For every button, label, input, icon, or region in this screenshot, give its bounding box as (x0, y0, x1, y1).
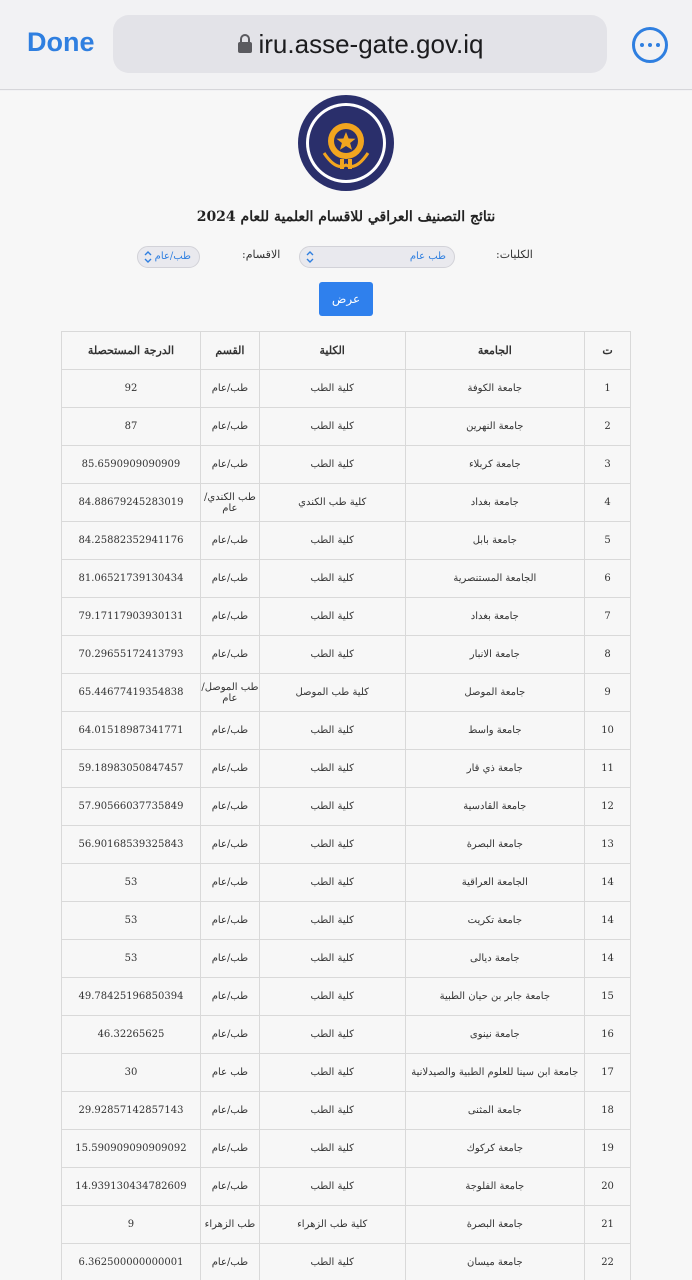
departments-select[interactable] (137, 246, 200, 268)
cell-college: كلية الطب (259, 940, 405, 978)
cell-score: 53 (62, 864, 201, 902)
cell-university: جامعة كركوك (405, 1130, 585, 1168)
cell-score: 56.90168539325843 (62, 826, 201, 864)
cell-score: 30 (62, 1054, 201, 1092)
cell-department: طب/عام (200, 370, 259, 408)
cell-university: جامعة المثنى (405, 1092, 585, 1130)
cell-score: 64.01518987341771 (62, 712, 201, 750)
table-body (62, 370, 631, 1280)
table-row (62, 408, 631, 446)
cell-university: جامعة ميسان (405, 1244, 585, 1280)
cell-college: كلية الطب (259, 1054, 405, 1092)
cell-college: كلية الطب (259, 1130, 405, 1168)
cell-university: جامعة القادسية (405, 788, 585, 826)
cell-score: 65.44677419354838 (62, 674, 201, 712)
cell-university: جامعة واسط (405, 712, 585, 750)
cell-score: 84.25882352941176 (62, 522, 201, 560)
cell-department: طب/عام (200, 978, 259, 1016)
cell-university: جامعة بغداد (405, 484, 585, 522)
pegi-ranking-logo (296, 93, 396, 193)
cell-rank: 13 (585, 826, 631, 864)
cell-score: 85.6590909090909 (62, 446, 201, 484)
cell-college: كلية الطب (259, 446, 405, 484)
cell-department: طب عام (200, 1054, 259, 1092)
table-row (62, 902, 631, 940)
table-row (62, 750, 631, 788)
cell-score: 84.88679245283019 (62, 484, 201, 522)
cell-score: 9 (62, 1206, 201, 1244)
table-row (62, 826, 631, 864)
cell-university: جامعة البصرة (405, 1206, 585, 1244)
cell-department: طب/عام (200, 1168, 259, 1206)
results-table (61, 331, 631, 1280)
cell-college: كلية الطب (259, 826, 405, 864)
cell-university: جامعة النهرين (405, 408, 585, 446)
cell-department: طب/عام (200, 750, 259, 788)
table-header-row (62, 332, 631, 370)
cell-college: كلية الطب (259, 1244, 405, 1280)
cell-department: طب الكندي/عام (200, 484, 259, 522)
departments-label: الاقسام: (242, 248, 281, 261)
cell-rank: 14 (585, 864, 631, 902)
cell-rank: 2 (585, 408, 631, 446)
cell-rank: 21 (585, 1206, 631, 1244)
cell-score: 15.590909090909092 (62, 1130, 201, 1168)
cell-university: جامعة كربلاء (405, 446, 585, 484)
table-row (62, 1054, 631, 1092)
done-button[interactable]: Done (27, 27, 95, 57)
header-rank: ت (585, 332, 631, 370)
url-text: iru.asse-gate.gov.iq (258, 28, 484, 59)
cell-college: كلية الطب (259, 408, 405, 446)
cell-university: جامعة تكريت (405, 902, 585, 940)
table-row (62, 1206, 631, 1244)
cell-university: الجامعة العراقية (405, 864, 585, 902)
cell-college: كلية طب الموصل (259, 674, 405, 712)
colleges-select-value: طب عام (409, 251, 446, 262)
cell-university: جامعة ذي قار (405, 750, 585, 788)
cell-university: جامعة نينوى (405, 1016, 585, 1054)
cell-rank: 4 (585, 484, 631, 522)
cell-rank: 9 (585, 674, 631, 712)
cell-department: طب/عام (200, 1244, 259, 1280)
cell-department: طب/عام (200, 408, 259, 446)
cell-rank: 18 (585, 1092, 631, 1130)
cell-college: كلية الطب (259, 636, 405, 674)
table-row (62, 446, 631, 484)
cell-college: كلية الطب (259, 598, 405, 636)
cell-score: 81.06521739130434 (62, 560, 201, 598)
cell-score: 70.29655172413793 (62, 636, 201, 674)
cell-university: جامعة جابر بن حيان الطبية (405, 978, 585, 1016)
table-row (62, 1130, 631, 1168)
table-row (62, 522, 631, 560)
cell-department: طب/عام (200, 636, 259, 674)
cell-score: 87 (62, 408, 201, 446)
cell-college: كلية الطب (259, 522, 405, 560)
cell-score: 49.78425196850394 (62, 978, 201, 1016)
table-row (62, 1016, 631, 1054)
chevron-updown-icon (306, 251, 314, 263)
cell-university: الجامعة المستنصرية (405, 560, 585, 598)
cell-score: 57.90566037735849 (62, 788, 201, 826)
header-department: القسم (200, 332, 259, 370)
table-row (62, 674, 631, 712)
cell-college: كلية طب الكندي (259, 484, 405, 522)
cell-college: كلية الطب (259, 864, 405, 902)
cell-university: جامعة الكوفة (405, 370, 585, 408)
table-row (62, 712, 631, 750)
lock-icon (237, 34, 253, 54)
cell-department: طب/عام (200, 560, 259, 598)
header-score: الدرجة المستحصلة (62, 332, 201, 370)
cell-college: كلية طب الزهراء (259, 1206, 405, 1244)
cell-college: كلية الطب (259, 788, 405, 826)
cell-college: كلية الطب (259, 560, 405, 598)
cell-rank: 10 (585, 712, 631, 750)
table-row (62, 598, 631, 636)
cell-department: طب/عام (200, 712, 259, 750)
cell-rank: 17 (585, 1054, 631, 1092)
header-college: الكلية (259, 332, 405, 370)
chevron-updown-icon (144, 251, 152, 263)
cell-university: جامعة بغداد (405, 598, 585, 636)
cell-score: 6.362500000000001 (62, 1244, 201, 1280)
departments-select-value: طب/عام (154, 251, 191, 262)
cell-university: جامعة الموصل (405, 674, 585, 712)
header-university: الجامعة (405, 332, 585, 370)
cell-rank: 7 (585, 598, 631, 636)
table-row (62, 636, 631, 674)
cell-department: طب/عام (200, 598, 259, 636)
table-row (62, 1168, 631, 1206)
table-row (62, 864, 631, 902)
table-row (62, 370, 631, 408)
cell-department: طب/عام (200, 446, 259, 484)
table-row (62, 940, 631, 978)
cell-score: 46.32265625 (62, 1016, 201, 1054)
cell-score: 14.939130434782609 (62, 1168, 201, 1206)
cell-department: طب الزهراء (200, 1206, 259, 1244)
cell-department: طب/عام (200, 826, 259, 864)
browser-toolbar (0, 0, 692, 90)
cell-college: كلية الطب (259, 902, 405, 940)
table-row (62, 1244, 631, 1280)
cell-rank: 11 (585, 750, 631, 788)
table-row (62, 788, 631, 826)
cell-department: طب/عام (200, 522, 259, 560)
table-row (62, 560, 631, 598)
cell-rank: 14 (585, 902, 631, 940)
cell-university: جامعة بابل (405, 522, 585, 560)
cell-college: كلية الطب (259, 712, 405, 750)
cell-department: طب/عام (200, 940, 259, 978)
cell-score: 59.18983050847457 (62, 750, 201, 788)
cell-college: كلية الطب (259, 978, 405, 1016)
cell-college: كلية الطب (259, 1168, 405, 1206)
cell-rank: 20 (585, 1168, 631, 1206)
cell-rank: 6 (585, 560, 631, 598)
cell-rank: 8 (585, 636, 631, 674)
ellipsis-icon[interactable] (632, 27, 668, 63)
cell-department: طب/عام (200, 1130, 259, 1168)
cell-department: طب/عام (200, 902, 259, 940)
cell-rank: 5 (585, 522, 631, 560)
cell-score: 53 (62, 940, 201, 978)
cell-score: 92 (62, 370, 201, 408)
cell-rank: 16 (585, 1016, 631, 1054)
cell-university: جامعة ابن سينا للعلوم الطبية والصيدلانية (405, 1054, 585, 1092)
address-bar[interactable] (113, 15, 607, 73)
cell-department: طب الموصل/عام (200, 674, 259, 712)
web-page (0, 91, 692, 1280)
cell-rank: 3 (585, 446, 631, 484)
show-button[interactable]: عرض (319, 282, 373, 316)
page-title: نتائج التصنيف العراقي للاقسام العلمية للعام 2024 (196, 209, 496, 225)
cell-department: طب/عام (200, 1092, 259, 1130)
cell-college: كلية الطب (259, 1092, 405, 1130)
cell-university: جامعة ديالى (405, 940, 585, 978)
cell-rank: 14 (585, 940, 631, 978)
cell-rank: 19 (585, 1130, 631, 1168)
cell-department: طب/عام (200, 864, 259, 902)
cell-college: كلية الطب (259, 750, 405, 788)
cell-college: كلية الطب (259, 370, 405, 408)
cell-university: جامعة البصرة (405, 826, 585, 864)
cell-department: طب/عام (200, 788, 259, 826)
cell-college: كلية الطب (259, 1016, 405, 1054)
cell-rank: 1 (585, 370, 631, 408)
cell-score: 29.92857142857143 (62, 1092, 201, 1130)
cell-department: طب/عام (200, 1016, 259, 1054)
cell-rank: 22 (585, 1244, 631, 1280)
table-row (62, 978, 631, 1016)
table-row (62, 484, 631, 522)
colleges-label: الكليات: (496, 248, 533, 261)
cell-score: 79.17117903930131 (62, 598, 201, 636)
cell-rank: 15 (585, 978, 631, 1016)
cell-university: جامعة الانبار (405, 636, 585, 674)
cell-university: جامعة الفلوجة (405, 1168, 585, 1206)
colleges-select[interactable] (299, 246, 455, 268)
cell-score: 53 (62, 902, 201, 940)
cell-rank: 12 (585, 788, 631, 826)
table-row (62, 1092, 631, 1130)
